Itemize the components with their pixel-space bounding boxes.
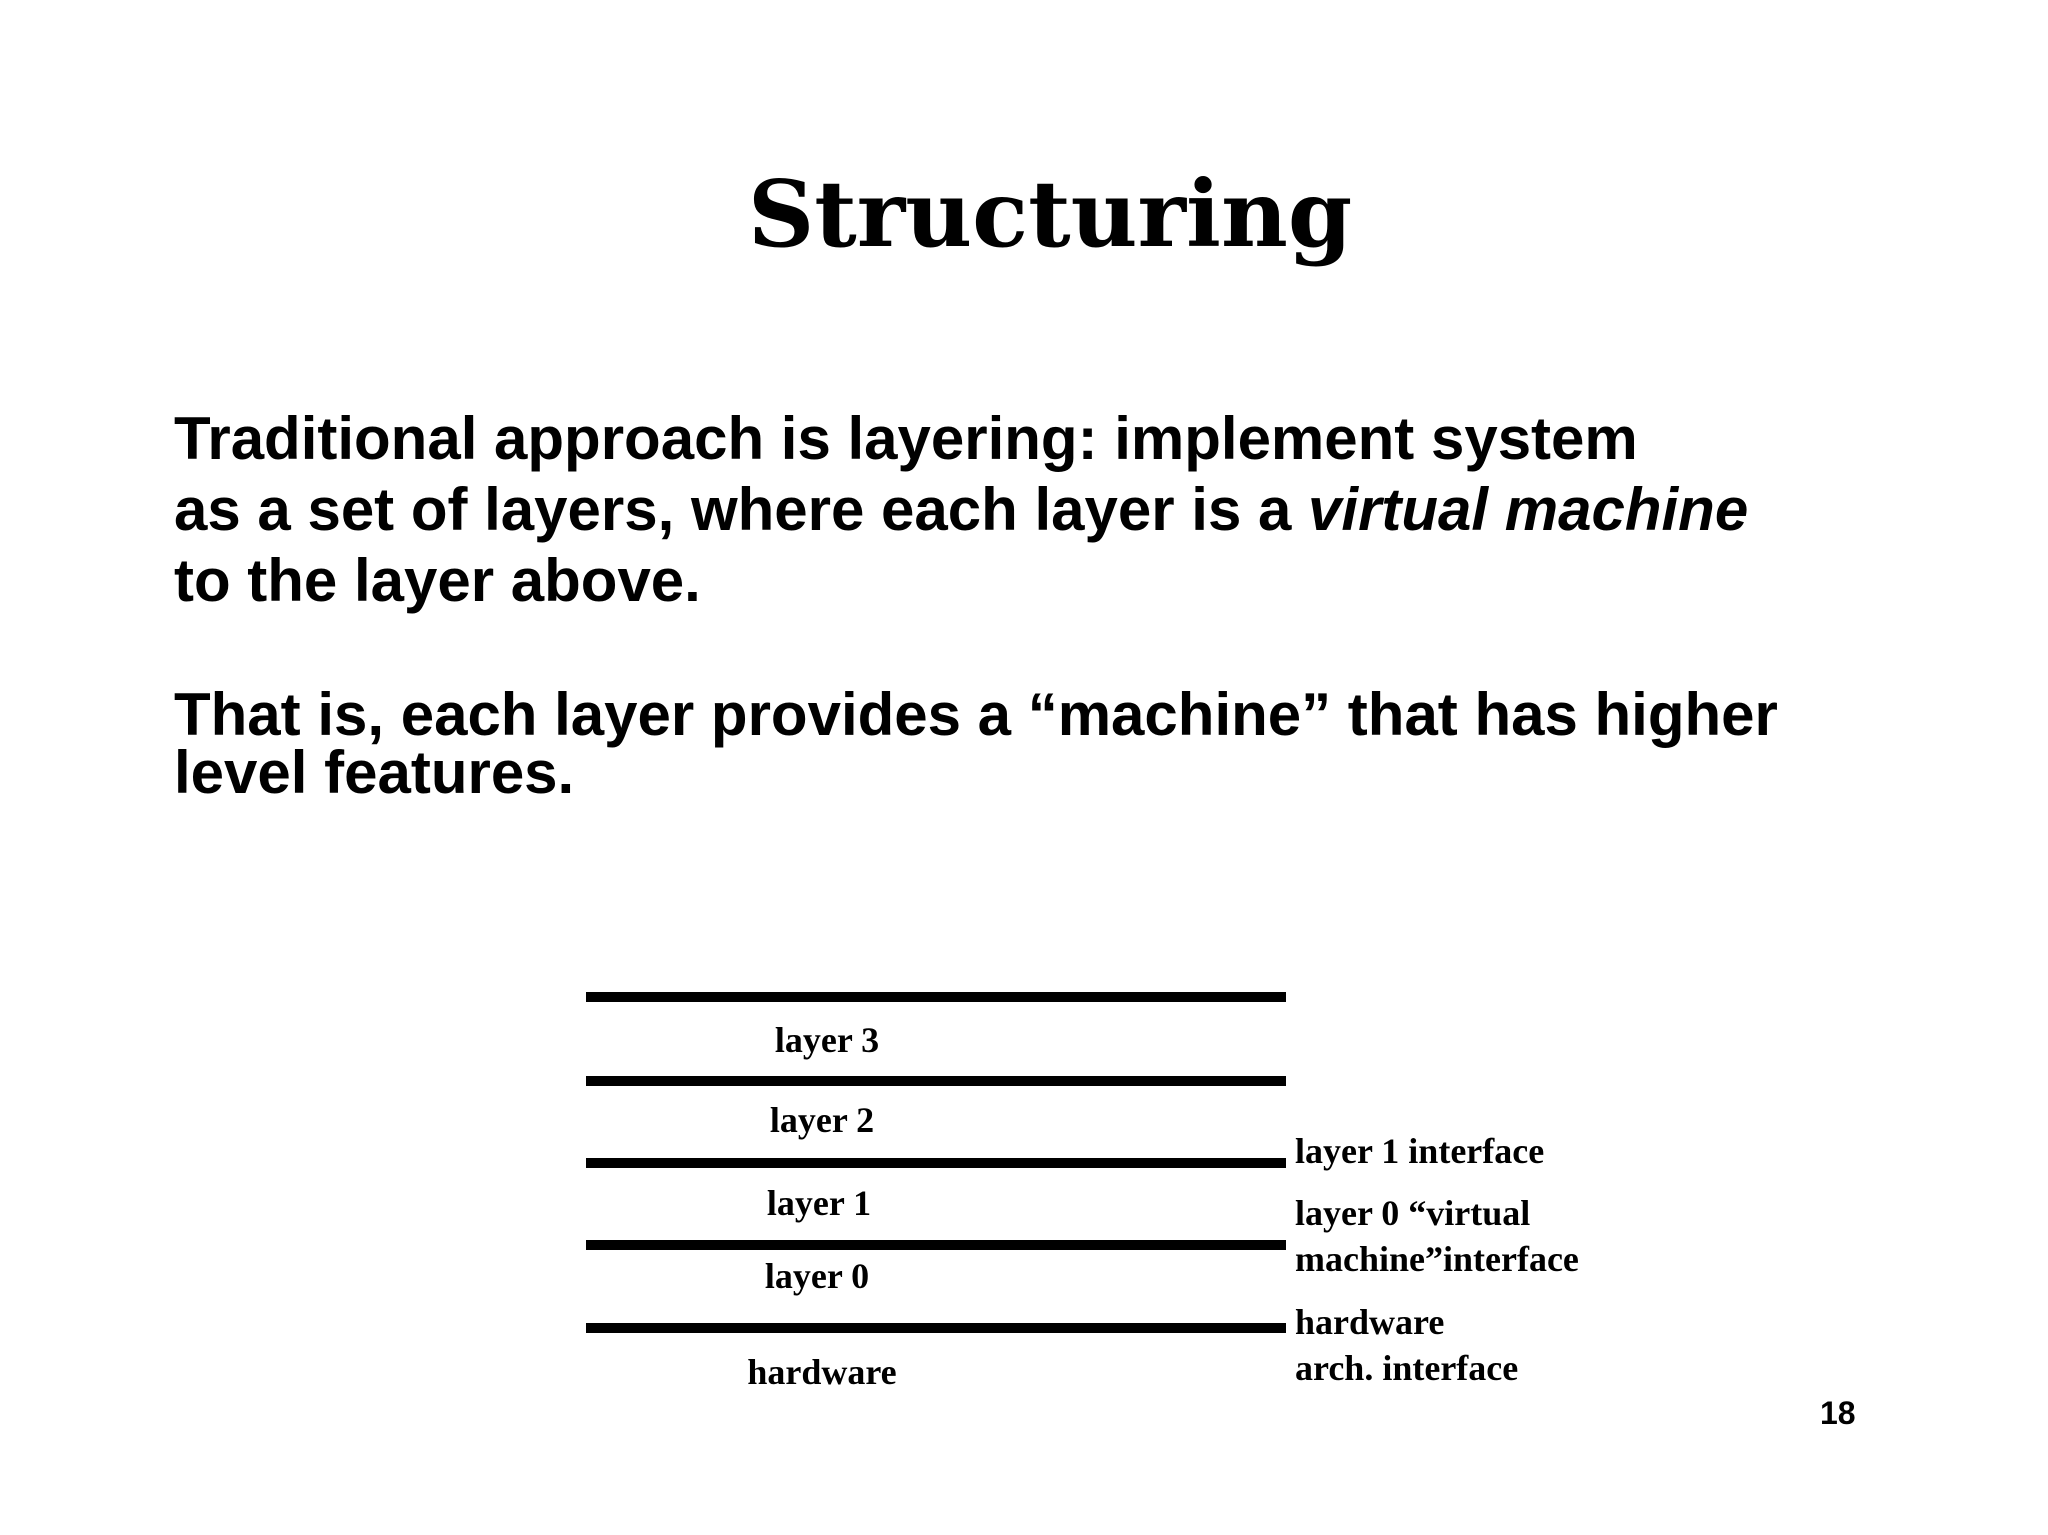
interface-label-line: machine”interface bbox=[1295, 1239, 1579, 1279]
layer-label-1: layer 1 bbox=[766, 1183, 872, 1223]
emphasis-virtual-machine: virtual machine bbox=[1308, 476, 1749, 543]
text-run: as a set of layers, where each layer is a bbox=[174, 476, 1309, 543]
layer-boundary-line bbox=[586, 1076, 1286, 1086]
interface-label-line: arch. interface bbox=[1295, 1348, 1519, 1388]
layer-boundary-line bbox=[586, 1323, 1286, 1333]
text-run: to the layer above. bbox=[174, 547, 701, 614]
layer-label-0: layer 0 bbox=[764, 1256, 870, 1296]
layer-label-2: layer 2 bbox=[769, 1100, 875, 1140]
interface-label-layer0 bbox=[1295, 1190, 1579, 1282]
text-run: Traditional approach is layering: implement system bbox=[174, 405, 1638, 472]
interface-label-line: layer 1 interface bbox=[1295, 1131, 1545, 1171]
slide-title: Structuring bbox=[747, 160, 1353, 268]
page-number: 18 bbox=[1820, 1395, 1856, 1431]
interface-label-line: layer 0 “virtual bbox=[1295, 1193, 1531, 1233]
text-run: level features. bbox=[174, 739, 575, 806]
layer-label-3: layer 3 bbox=[774, 1020, 880, 1060]
interface-label-layer1 bbox=[1295, 1128, 1544, 1174]
interface-label-line: hardware bbox=[1295, 1302, 1445, 1342]
interface-label-hardware bbox=[1295, 1299, 1518, 1391]
layer-label-hardware: hardware bbox=[747, 1352, 897, 1392]
layer-boundary-line bbox=[586, 1158, 1286, 1168]
layer-boundary-line bbox=[586, 1240, 1286, 1250]
layer-boundary-line bbox=[586, 992, 1286, 1002]
text-run: That is, each layer provides a “machine” that has higher bbox=[174, 681, 1778, 748]
